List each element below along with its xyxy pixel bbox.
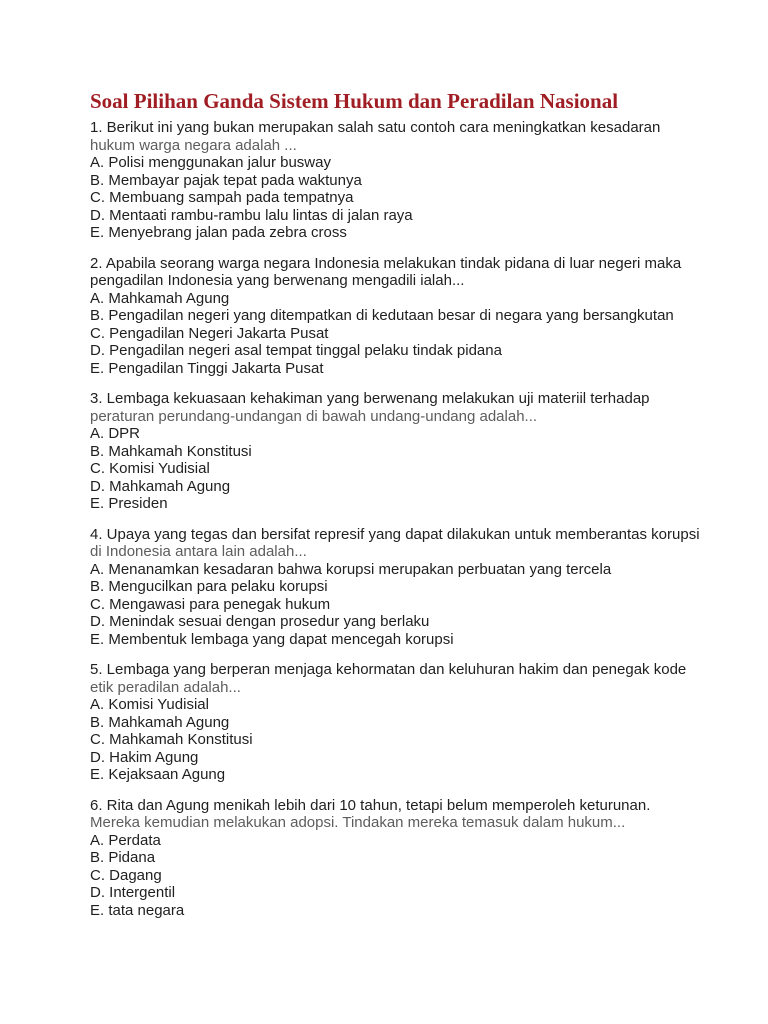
option-line: C. Membuang sampah pada tempatnya	[90, 189, 354, 206]
option-list	[90, 154, 728, 242]
stem-line: di Indonesia antara lain adalah...	[90, 543, 307, 560]
stem-line: pengadilan Indonesia yang berwenang mengadili ialah...	[90, 272, 465, 289]
option-line: C. Dagang	[90, 866, 162, 884]
question-block	[90, 255, 728, 378]
option-list	[90, 290, 728, 378]
option-line: D. Mentaati rambu-rambu lalu lintas di jalan raya	[90, 206, 413, 224]
question-block	[90, 119, 728, 242]
option-line: C. Pengadilan Negeri Jakarta Pusat	[90, 324, 329, 342]
stem-line: Mereka kemudian melakukan adopsi. Tindakan mereka temasuk dalam hukum...	[90, 814, 626, 831]
stem-line: 1. Berikut ini yang bukan merupakan salah satu contoh cara meningkatkan kesadaran	[90, 119, 661, 136]
option-line: E. Menyebrang jalan pada zebra cross	[90, 224, 347, 241]
stem-line: 2. Apabila seorang warga negara Indonesia melakukan tindak pidana di luar negeri maka	[90, 254, 682, 272]
question-block	[90, 661, 728, 784]
question-stem	[90, 526, 728, 561]
question-block	[90, 526, 728, 649]
question-block	[90, 797, 728, 920]
option-line: A. Komisi Yudisial	[90, 696, 209, 713]
option-line: C. Komisi Yudisial	[90, 460, 210, 477]
option-line: B. Pengadilan negeri yang ditempatkan di kedutaan besar di negara yang bersangkutan	[90, 307, 674, 324]
stem-line: 4. Upaya yang tegas dan bersifat represif yang dapat dilakukan untuk memberantas korupsi	[90, 525, 700, 543]
option-line: D. Intergentil	[90, 884, 176, 901]
option-list	[90, 832, 728, 920]
stem-line: hukum warga negara adalah ...	[90, 136, 297, 154]
option-line: E. Kejaksaan Agung	[90, 766, 226, 783]
option-line: E. Membentuk lembaga yang dapat mencegah korupsi	[90, 630, 454, 648]
option-line: B. Membayar pajak tepat pada waktunya	[90, 171, 362, 189]
option-list	[90, 696, 728, 784]
stem-line: 6. Rita dan Agung menikah lebih dari 10 tahun, tetapi belum memperoleh keturunan.	[90, 796, 651, 814]
question-block	[90, 390, 728, 513]
option-line: E. Pengadilan Tinggi Jakarta Pusat	[90, 359, 324, 377]
option-line: A. Menanamkan kesadaran bahwa korupsi merupakan perbuatan yang tercela	[90, 560, 612, 578]
stem-line: etik peradilan adalah...	[90, 678, 241, 696]
option-list	[90, 561, 728, 649]
question-stem	[90, 255, 728, 290]
option-line: D. Pengadilan negeri asal tempat tinggal pelaku tindak pidana	[90, 342, 502, 359]
question-stem	[90, 797, 728, 832]
option-line: C. Mahkamah Konstitusi	[90, 731, 253, 748]
option-line: A. Polisi menggunakan jalur busway	[90, 154, 331, 171]
question-list	[90, 119, 728, 919]
question-stem	[90, 119, 728, 154]
question-stem	[90, 661, 728, 696]
option-line: E. tata negara	[90, 901, 185, 919]
option-line: C. Mengawasi para penegak hukum	[90, 595, 331, 613]
option-line: B. Pidana	[90, 849, 156, 866]
option-line: A. Perdata	[90, 831, 161, 849]
option-line: B. Mengucilkan para pelaku korupsi	[90, 578, 328, 595]
stem-line: 3. Lembaga kekuasaan kehakiman yang berwenang melakukan uji materiil terhadap	[90, 390, 650, 407]
question-stem	[90, 390, 728, 425]
option-line: A. DPR	[90, 425, 141, 442]
option-line: B. Mahkamah Konstitusi	[90, 442, 252, 460]
option-line: D. Hakim Agung	[90, 748, 199, 766]
page-title: Soal Pilihan Ganda Sistem Hukum dan Peradilan Nasional	[90, 89, 619, 113]
option-line: B. Mahkamah Agung	[90, 713, 230, 731]
option-line: D. Menindak sesuai dengan prosedur yang berlaku	[90, 613, 430, 630]
option-line: A. Mahkamah Agung	[90, 289, 230, 307]
option-line: E. Presiden	[90, 495, 168, 512]
stem-line: 5. Lembaga yang berperan menjaga kehormatan dan keluhuran hakim dan penegak kode	[90, 661, 687, 678]
option-line: D. Mahkamah Agung	[90, 477, 231, 495]
stem-line: peraturan perundang-undangan di bawah undang-undang adalah...	[90, 407, 538, 425]
option-list	[90, 425, 728, 513]
